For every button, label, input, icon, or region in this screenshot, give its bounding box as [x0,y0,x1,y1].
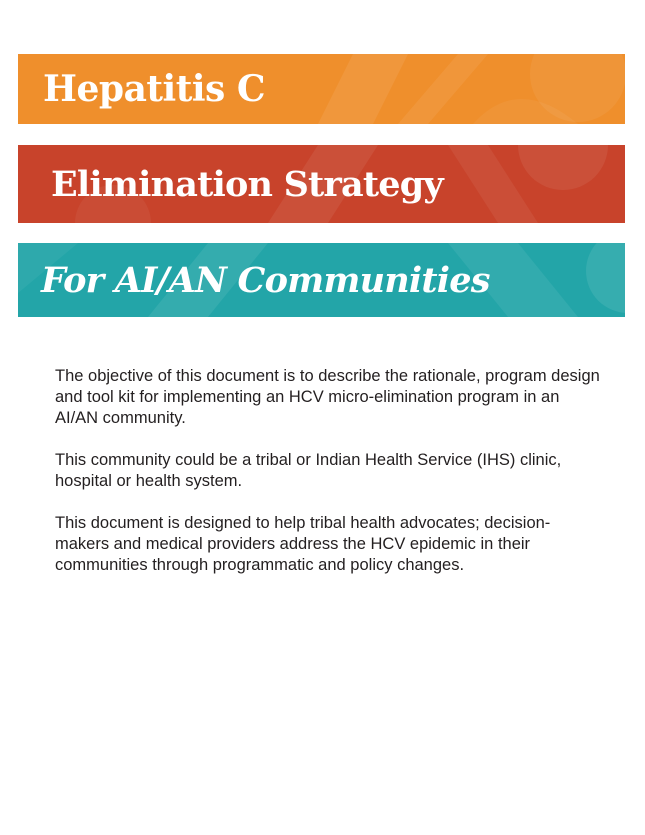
intro-paragraph-community: This community could be a tribal or Indian Health Service (IHS) clinic, hospital or health system. [55,451,562,490]
title-band-elimination-strategy [18,145,625,223]
intro-text [55,366,600,597]
title-band-ai-an-communities [18,243,625,317]
title-band-hepatitis-c [18,54,625,124]
intro-paragraph-objective: The objective of this document is to describe the rationale, program design and tool kit for implementing an HCV micro-elimination program in an AI/AN community. [55,367,600,427]
title-line-2: Elimination Strategy [51,163,443,205]
intro-paragraph-audience: This document is designed to help tribal health advocates; decision-makers and medical providers address the HCV epidemic in their communities through programmatic and policy changes. [55,514,551,574]
title-line-3: For AI/AN Communities [41,259,490,301]
title-line-1: Hepatitis C [43,68,265,110]
